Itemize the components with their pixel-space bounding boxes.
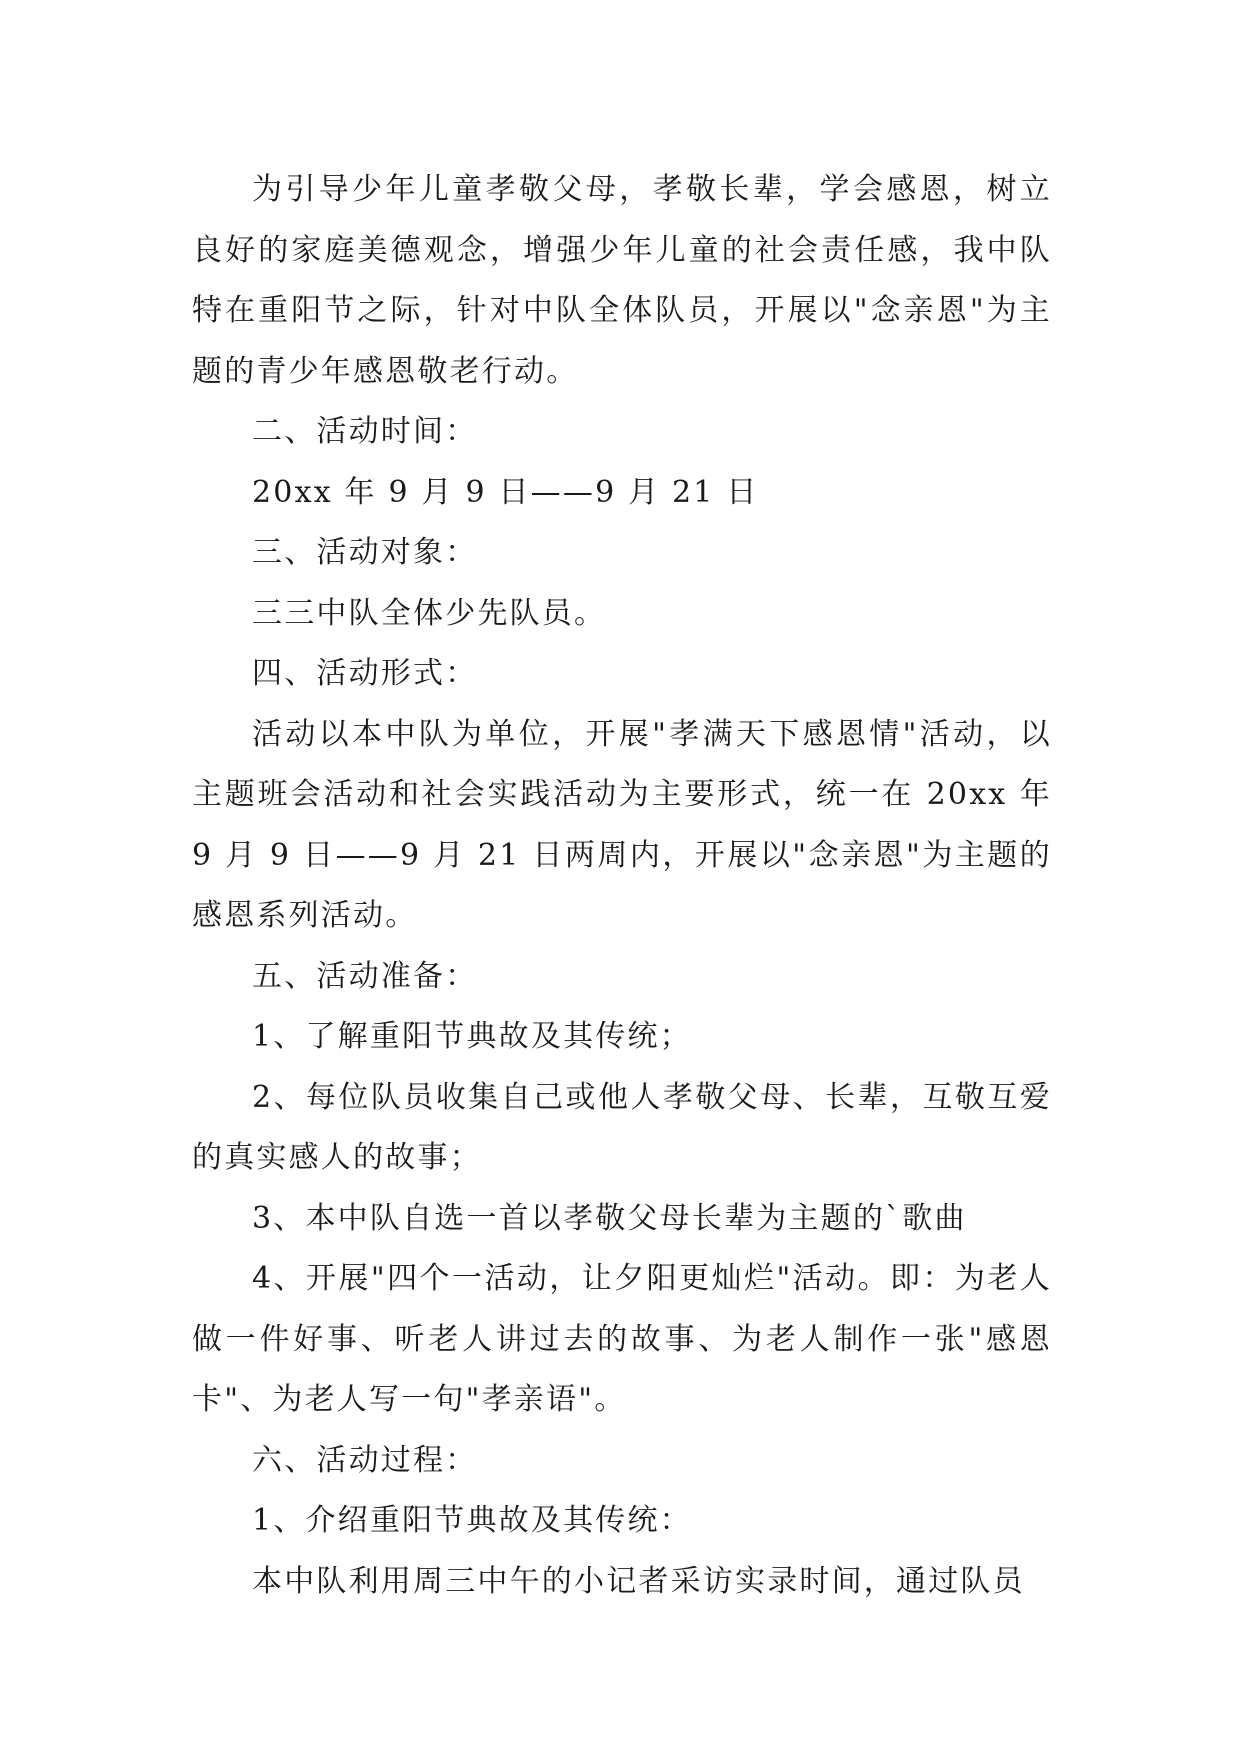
paragraph-process-1: 本中队利用周三中午的小记者采访实录时间，通过队员 (252, 1563, 1025, 1599)
list-item-preparation-2: 2、每位队员收集自己或他人孝敬父母、长辈，互敬互爱的真实感人的故事； (192, 1079, 1052, 1175)
heading-activity-process: 六、活动过程： (252, 1442, 478, 1478)
heading-activity-time: 二、活动时间： (252, 414, 478, 449)
paragraph-intro: 为引导少年儿童孝敬父母，孝敬长辈，学会感恩，树立良好的家庭美德观念，增强少年儿童的社会责任感，我中队特在重阳节之际，针对中队全体队员，开展以"念亲恩"为主题的青少年感恩敬老行动。 (192, 172, 1052, 389)
list-item-process-1: 1、介绍重阳节典故及其传统： (252, 1503, 692, 1538)
list-item-preparation-4: 4、开展"四个一活动，让夕阳更灿烂"活动。即：为老人做一件好事、听老人讲过去的故事、为老人制作一张"感恩卡"、为老人写一句"孝亲语"。 (192, 1261, 1052, 1417)
list-item-preparation-3: 3、本中队自选一首以孝敬父母长辈为主题的`歌曲 (252, 1200, 967, 1236)
paragraph-activity-time: 20xx 年 9 月 9 日——9 月 21 日 (252, 474, 759, 510)
document-body (192, 160, 1052, 1612)
heading-activity-form: 四、活动形式： (252, 656, 478, 691)
list-item-preparation-1: 1、了解重阳节典故及其传统； (252, 1019, 692, 1054)
heading-activity-target: 三、活动对象： (252, 535, 478, 570)
heading-activity-preparation: 五、活动准备： (252, 958, 478, 994)
paragraph-activity-target: 三三中队全体少先队员。 (252, 595, 607, 631)
paragraph-activity-form: 活动以本中队为单位，开展"孝满天下感恩情"活动，以主题班会活动和社会实践活动为主要形式，统一在 20xx 年 9 月 9 日——9 月 21 日两周内，开展以"念亲恩"为主题的感恩系列活动。 (192, 716, 1052, 933)
